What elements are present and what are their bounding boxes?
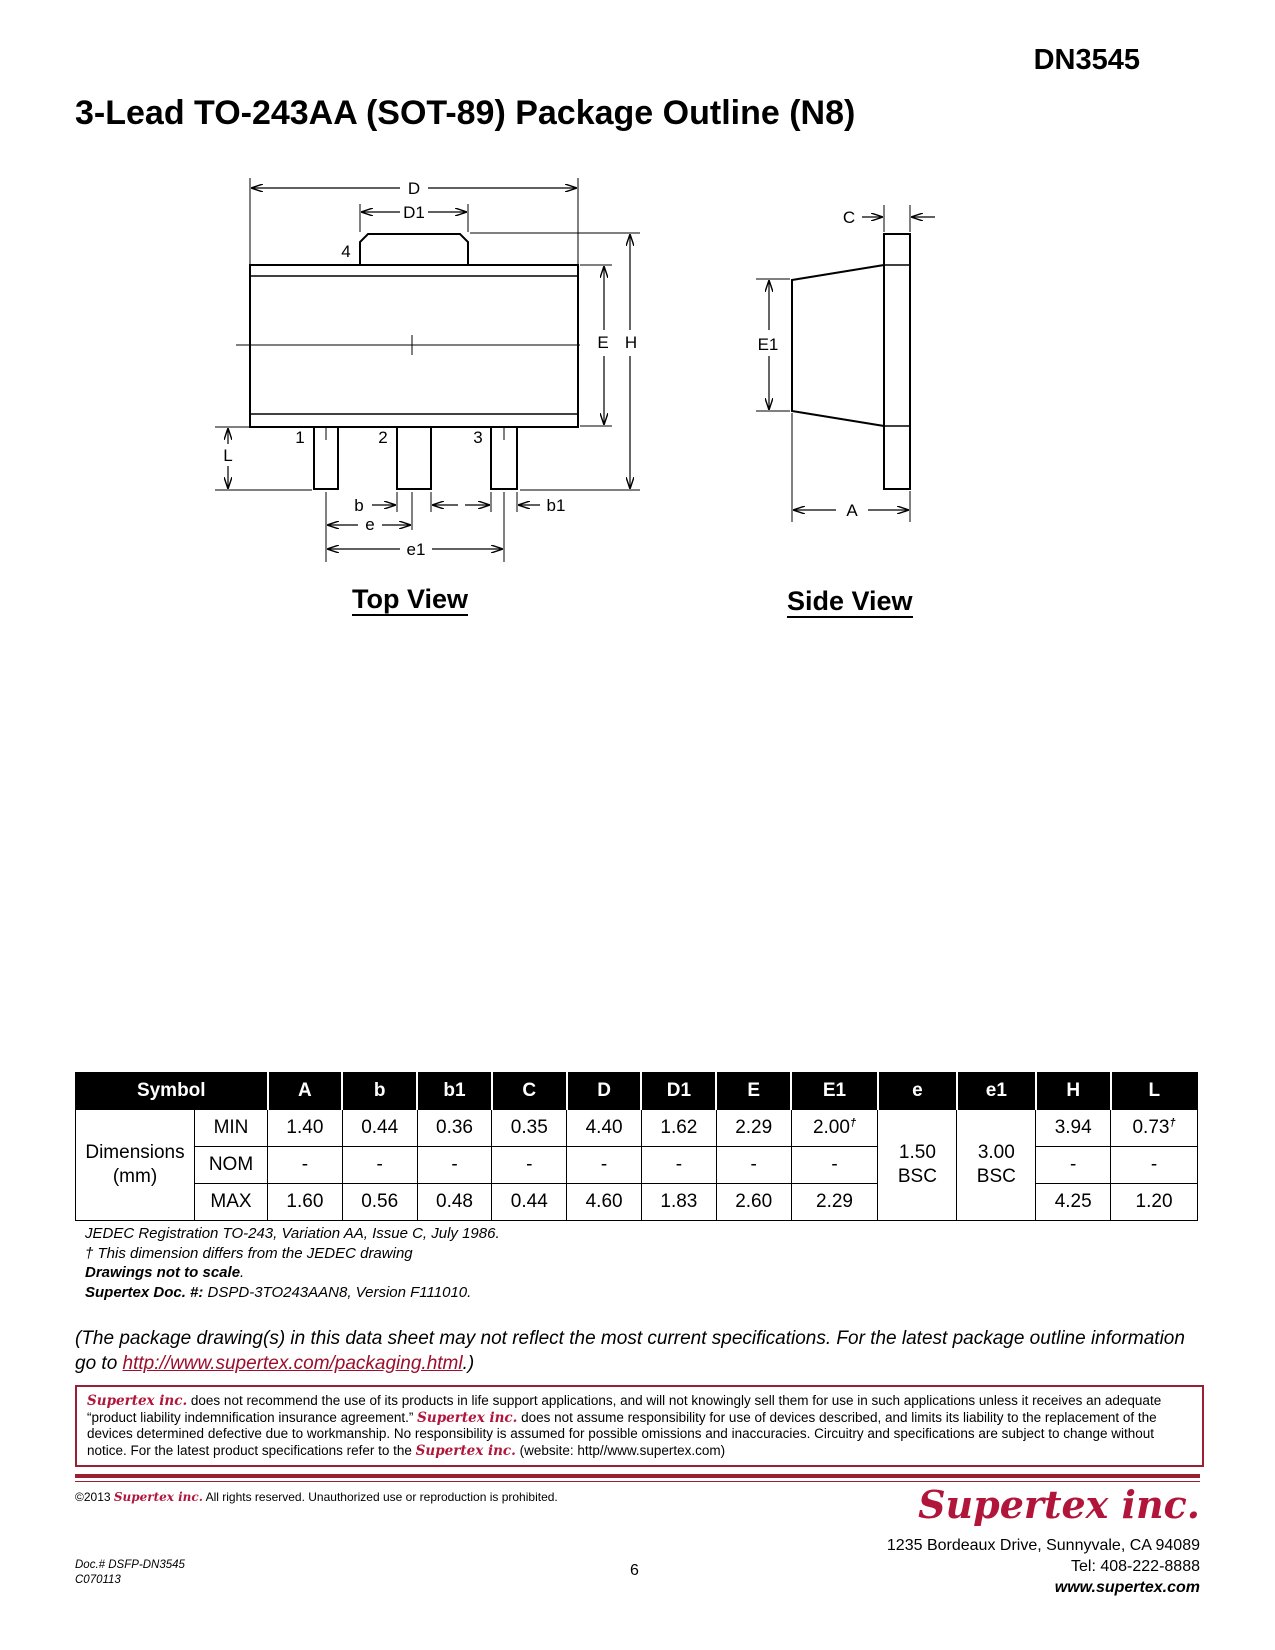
side-view-caption: Side View bbox=[787, 586, 913, 616]
table-cell: 2.29 bbox=[716, 1110, 791, 1147]
table-header-cell: D bbox=[567, 1073, 642, 1110]
pin-label-3: 3 bbox=[473, 428, 483, 447]
dim-label-e1: e1 bbox=[406, 540, 426, 559]
row-label: MAX bbox=[195, 1184, 268, 1221]
row-label: MIN bbox=[195, 1110, 268, 1147]
table-cell: 0.44 bbox=[492, 1184, 567, 1221]
table-notes bbox=[85, 1224, 500, 1302]
table-cell: - bbox=[342, 1147, 417, 1184]
pin-label-4: 4 bbox=[341, 242, 351, 261]
table-header-cell: Symbol bbox=[76, 1073, 268, 1110]
table-cell: - bbox=[716, 1147, 791, 1184]
dim-label-D1: D1 bbox=[403, 203, 425, 222]
page-number: 6 bbox=[630, 1562, 639, 1579]
table-header-cell: e1 bbox=[957, 1073, 1036, 1110]
table-header-cell: b bbox=[342, 1073, 417, 1110]
table-cell: - bbox=[1111, 1147, 1198, 1184]
doc-number-note: Supertex Doc. #: DSPD-3TO243AAN8, Version F111010. bbox=[85, 1283, 472, 1301]
table-cell: 2.00† bbox=[791, 1110, 878, 1147]
table-cell: 0.44 bbox=[342, 1110, 417, 1147]
table-cell-e1: 3.00 BSC bbox=[957, 1110, 1036, 1221]
dagger-note: † This dimension differs from the JEDEC drawing bbox=[85, 1244, 413, 1262]
table-header-cell: b1 bbox=[417, 1073, 492, 1110]
table-cell: 1.83 bbox=[641, 1184, 716, 1221]
pin-label-2: 2 bbox=[378, 428, 388, 447]
dim-label-L: L bbox=[223, 446, 233, 465]
table-cell: 1.40 bbox=[268, 1110, 343, 1147]
dagger-mark: † bbox=[849, 1117, 857, 1129]
company-address: 1235 Bordeaux Drive, Sunnyvale, CA 94089 Tel: 408-222-8888 www.supertex.com bbox=[886, 1537, 1200, 1596]
top-view-caption: Top View bbox=[352, 584, 469, 614]
dim-label-H: H bbox=[624, 333, 638, 352]
brand-name: Supertex inc. bbox=[415, 1442, 516, 1459]
part-number: DN3545 bbox=[1033, 44, 1140, 76]
dim-label-b1: b1 bbox=[546, 496, 566, 515]
jedec-note: JEDEC Registration TO-243, Variation AA, Issue C, July 1986. bbox=[85, 1225, 500, 1242]
dim-label-A: A bbox=[846, 501, 858, 520]
dimensions-table bbox=[75, 1072, 1198, 1221]
dim-label-E1: E1 bbox=[757, 335, 779, 354]
table-header-cell: E bbox=[716, 1073, 791, 1110]
dim-label-D: D bbox=[407, 179, 421, 198]
table-cell: 3.94 bbox=[1036, 1110, 1111, 1147]
table-header-cell: L bbox=[1111, 1073, 1198, 1110]
table-cell: - bbox=[417, 1147, 492, 1184]
table-header-cell: A bbox=[268, 1073, 343, 1110]
table-header-cell: C bbox=[492, 1073, 567, 1110]
dimensions-group-label: Dimensions (mm) bbox=[76, 1110, 195, 1221]
table-header-row bbox=[76, 1073, 1198, 1110]
pin-label-1: 1 bbox=[295, 428, 305, 447]
brand-name: Supertex inc. bbox=[417, 1409, 518, 1426]
table-cell: - bbox=[268, 1147, 343, 1184]
disclaimer-box: Supertex inc. does not recommend the use of its products in life support applications, and will not knowingly sell them for use in such applications unless it receives an adequate “product liability indemnification insurance agreement.” Supertex inc. does not assume responsibility for use of devices described, and limits its liability to the replacement of the devices determined defective due to workmanship. No responsibility is assumed for possible omissions and inaccuracies. Circuitry and specifications are subject to change without notice. For the latest product specifications refer to the Supertex inc. (website: http//www.supertex.com) bbox=[75, 1385, 1204, 1467]
table-cell: 2.29 bbox=[791, 1184, 878, 1221]
table-cell: - bbox=[791, 1147, 878, 1184]
copyright: ©2013 Supertex inc. All rights reserved. Unauthorized use or reproduction is prohibited. bbox=[75, 1490, 558, 1504]
table-cell: 1.60 bbox=[268, 1184, 343, 1221]
not-to-scale-note: Drawings not to scale. bbox=[85, 1264, 245, 1281]
dim-label-E: E bbox=[597, 333, 609, 352]
table-header-cell: H bbox=[1036, 1073, 1111, 1110]
document-number: Doc.# DSFP-DN3545 C070113 bbox=[75, 1559, 185, 1586]
website-link[interactable]: www.supertex.com bbox=[1054, 1579, 1200, 1596]
table-cell-e: 1.50 BSC bbox=[878, 1110, 957, 1221]
table-cell: 1.20 bbox=[1111, 1184, 1198, 1221]
table-header-cell: e bbox=[878, 1073, 957, 1110]
table-header-cell: E1 bbox=[791, 1073, 878, 1110]
table-cell: 0.35 bbox=[492, 1110, 567, 1147]
table-cell: 2.60 bbox=[716, 1184, 791, 1221]
table-cell: 4.40 bbox=[567, 1110, 642, 1147]
table-cell: 4.60 bbox=[567, 1184, 642, 1221]
table-row bbox=[76, 1110, 1198, 1147]
package-drawing-note: (The package drawing(s) in this data sheet may not reflect the most current specifications. For the latest package outline information go to http://www.supertex.com/packaging.html.) bbox=[75, 1328, 1185, 1374]
package-outline-drawing bbox=[200, 170, 960, 640]
table-cell: - bbox=[641, 1147, 716, 1184]
brand-name: Supertex inc. bbox=[87, 1393, 188, 1409]
table-cell: 0.73† bbox=[1111, 1110, 1198, 1147]
dim-label-e: e bbox=[365, 515, 375, 534]
table-header-cell: D1 bbox=[641, 1073, 716, 1110]
supertex-logo: Supertex inc. bbox=[918, 1482, 1200, 1527]
table-cell: - bbox=[567, 1147, 642, 1184]
footer-divider bbox=[75, 1474, 1200, 1478]
table-cell: - bbox=[1036, 1147, 1111, 1184]
packaging-link[interactable]: http://www.supertex.com/packaging.html bbox=[122, 1353, 463, 1374]
row-label: NOM bbox=[195, 1147, 268, 1184]
dim-label-b: b bbox=[354, 496, 364, 515]
table-cell: - bbox=[492, 1147, 567, 1184]
table-cell: 4.25 bbox=[1036, 1184, 1111, 1221]
table-cell: 0.36 bbox=[417, 1110, 492, 1147]
page-title: 3-Lead TO-243AA (SOT-89) Package Outline (N8) bbox=[75, 94, 856, 132]
table-cell: 0.56 bbox=[342, 1184, 417, 1221]
dim-label-C: C bbox=[842, 208, 856, 227]
dagger-mark: † bbox=[1169, 1117, 1176, 1129]
table-cell: 0.48 bbox=[417, 1184, 492, 1221]
table-cell: 1.62 bbox=[641, 1110, 716, 1147]
